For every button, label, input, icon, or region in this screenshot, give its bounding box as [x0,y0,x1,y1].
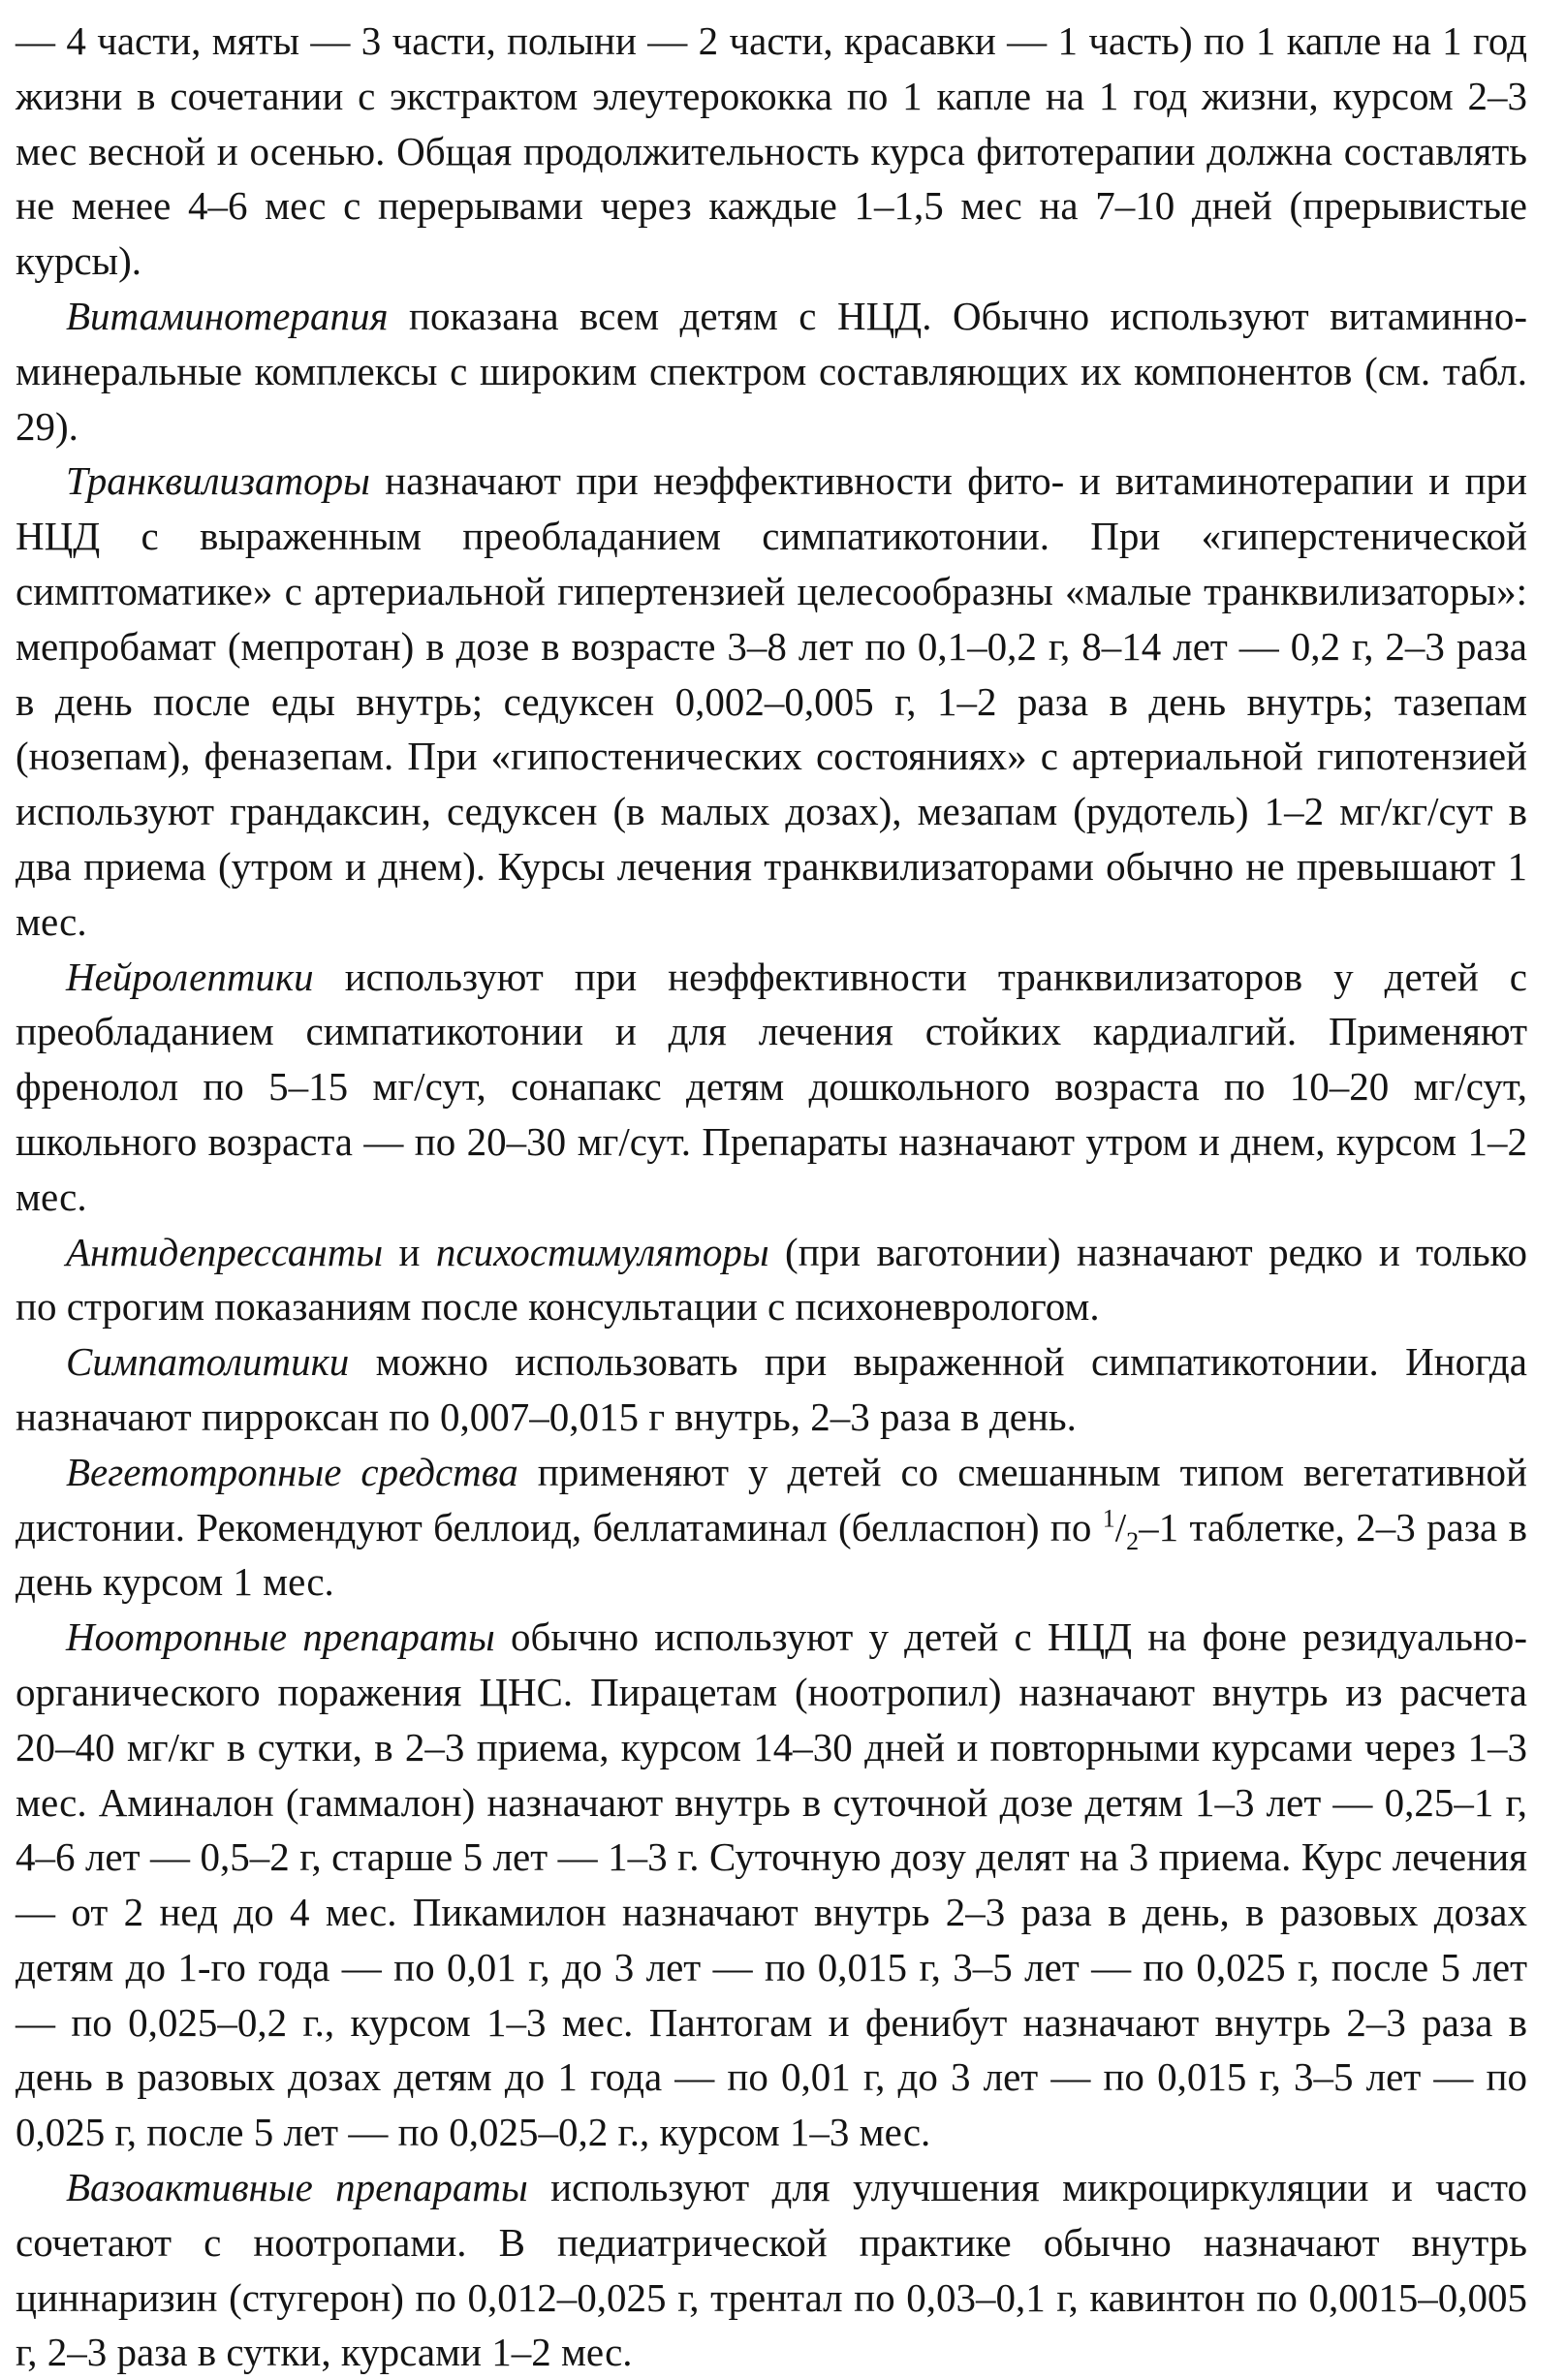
paragraph-text: используют при неэффективности транквилизаторов у детей с преобладанием симпатикотонии и для лечения стойких кардиалгий. Применяют френолол по 5–15 мг/сут, сонапакс детям дошкольного возраста по 10–20 мг/сут, школьного возраста — по 20–30 мг/сут. Препараты назначают утром и днем, курсом 1–2 мес. [16,954,1527,1219]
paragraph-text: можно использовать при выраженной симпатикотонии. Иногда назначают пирроксан по 0,007–0,015 г внутрь, 2–3 раза в день. [16,1339,1527,1439]
term-psychostimulants: психостимуляторы [435,1229,769,1274]
term-nootropics: Ноотропные препараты [66,1614,495,1660]
paragraph-text: применяют у детей со смешанным типом вегетативной дистонии. Рекомендуют беллоид, беллатаминал (белласпон) по [16,1449,1527,1550]
paragraph-text: обычно используют у детей с НЦД на фоне резидуально-органического поражения ЦНС. Пирацетам (ноотропил) назначают внутрь из расчета 20–40 мг/кг в сутки, в 2–3 приема, курсом 14–30 дней и повторными курсами через 1–3 мес. Аминалон (гаммалон) назначают внутрь в суточной дозе детям 1–3 лет — 0,25–1 г, 4–6 лет — 0,5–2 г, старше 5 лет — 1–3 г. Суточную дозу делят на 3 приема. Курс лечения — от 2 нед до 4 мес. Пикамилон назначают внутрь 2–3 раза в день, в разовых дозах детям до 1-го года — по 0,01 г, до 3 лет — по 0,015 г, 3–5 лет — по 0,025 г, после 5 лет — по 0,025–0,2 г., курсом 1–3 мес. Пантогам и фенибут назначают внутрь 2–3 раза в день в разовых дозах детям до 1 года — по 0,01 г, до 3 лет — по 0,015 г, 3–5 лет — по 0,025 г, после 5 лет — по 0,025–0,2 г., курсом 1–3 мес. [16,1614,1527,2155]
fraction-denominator: 2 [1126,1526,1140,1555]
term-vasoactive: Вазоактивные препараты [66,2165,528,2210]
fraction-numerator: 1 [1102,1503,1115,1532]
paragraph-text: –1 таблетке, 2–3 раза в день курсом 1 мес. [16,1504,1527,1605]
term-vegetotropic: Вегетотропные средства [66,1449,518,1494]
paragraph-neuroleptics [16,950,1527,1225]
paragraph-text: используют для улучшения микроциркуляции и часто сочетают с ноотропами. В педиатрической практике обычно назначают внутрь циннаризин (стугерон) по 0,012–0,025 г, трентал по 0,03–0,1 г, кавинтон по 0,0015–0,005 г, 2–3 раза в сутки, курсами 1–2 мес. [16,2165,1527,2375]
term-tranquilizers: Транквилизаторы [66,458,370,504]
term-antidepressants: Антидепрессанты [66,1229,384,1274]
term-sympatholytics: Симпатолитики [66,1339,350,1385]
paragraph-text: показана всем детям с НЦД. Обычно используют витаминно-минеральные комплексы с широким спектром составляющих их компонентов (см. табл. 29). [16,293,1527,449]
term-neuroleptics: Нейролептики [66,954,314,999]
paragraph-tranquilizers [16,454,1527,949]
paragraph-antidepressants [16,1225,1527,1335]
paragraph-vegetotropic [16,1445,1527,1610]
paragraph-text: — 4 части, мяты — 3 части, полыни — 2 части, красавки — 1 часть) по 1 капле на 1 год жизни в сочетании с экстрактом элеутерококка по 1 капле на 1 год жизни, курсом 2–3 мес весной и осенью. Общая продолжительность курса фитотерапии должна составлять не менее 4–6 мес с перерывами через каждые 1–1,5 мес на 7–10 дней (прерывистые курсы). [16,18,1527,284]
paragraph-text: и [383,1229,436,1274]
term-vitamin-therapy: Витаминотерапия [66,293,389,338]
document-page [16,14,1527,2380]
fraction-one-half: $^1/_2$ [1102,1503,1140,1555]
paragraph-sympatholytics [16,1334,1527,1445]
paragraph-text: (при ваготонии) назначают редко и только по строгим показаниям после консультации с психоневрологом. [16,1229,1527,1330]
paragraph-vitamin-therapy [16,289,1527,454]
paragraph-phytotherapy-continuation [16,14,1527,289]
paragraph-text: назначают при неэффективности фито- и витаминотерапии и при НЦД с выраженным преобладанием симпатикотонии. При «гиперстенической симптоматике» с артериальной гипертензией целесообразны «малые транквилизаторы»: мепробамат (мепротан) в дозе в возрасте 3–8 лет по 0,1–0,2 г, 8–14 лет — 0,2 г, 2–3 раза в день после еды внутрь; седуксен 0,002–0,005 г, 1–2 раза в день внутрь; тазепам (нозепам), феназепам. При «гипостенических состояниях» с артериальной гипотензией используют грандаксин, седуксен (в малых дозах), мезапам (рудотель) 1–2 мг/кг/сут в два приема (утром и днем). Курсы лечения транквилизаторами обычно не превышают 1 мес. [16,458,1527,944]
paragraph-vasoactive [16,2160,1527,2380]
paragraph-nootropics [16,1610,1527,2160]
